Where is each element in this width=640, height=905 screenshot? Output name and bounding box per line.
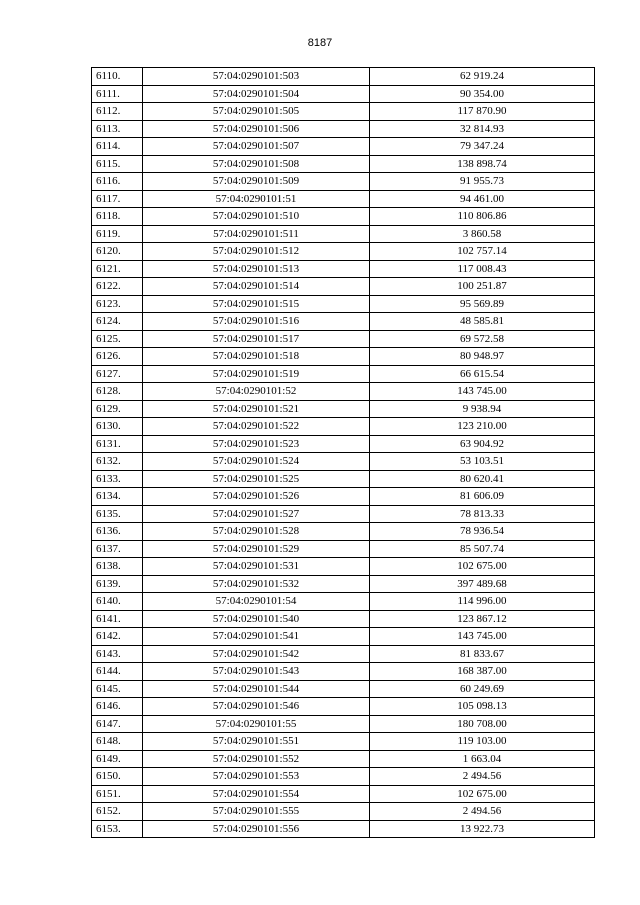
table-row [92,313,595,331]
value-cell: 53 103.51 [370,453,595,471]
value-cell: 94 461.00 [370,190,595,208]
row-number-cell: 6111. [92,85,143,103]
value-cell: 3 860.58 [370,225,595,243]
cadastral-number-cell: 57:04:0290101:525 [143,470,370,488]
cadastral-number-cell: 57:04:0290101:540 [143,610,370,628]
row-number-cell: 6138. [92,558,143,576]
cadastral-number-cell: 57:04:0290101:515 [143,295,370,313]
value-cell: 62 919.24 [370,68,595,86]
cadastral-number-cell: 57:04:0290101:546 [143,698,370,716]
value-cell: 180 708.00 [370,715,595,733]
cadastral-number-cell: 57:04:0290101:505 [143,103,370,121]
table-row [92,715,595,733]
table-row [92,418,595,436]
row-number-cell: 6149. [92,750,143,768]
row-number-cell: 6123. [92,295,143,313]
cadastral-number-cell: 57:04:0290101:519 [143,365,370,383]
cadastral-number-cell: 57:04:0290101:551 [143,733,370,751]
table-row [92,750,595,768]
cadastral-number-cell: 57:04:0290101:507 [143,138,370,156]
row-number-cell: 6127. [92,365,143,383]
table-row [92,505,595,523]
value-cell: 114 996.00 [370,593,595,611]
table-row [92,85,595,103]
table-body [92,68,595,838]
row-number-cell: 6119. [92,225,143,243]
table-row [92,575,595,593]
value-cell: 13 922.73 [370,820,595,838]
row-number-cell: 6132. [92,453,143,471]
table-row [92,120,595,138]
table-row [92,488,595,506]
value-cell: 110 806.86 [370,208,595,226]
value-cell: 2 494.56 [370,768,595,786]
row-number-cell: 6124. [92,313,143,331]
cadastral-number-cell: 57:04:0290101:527 [143,505,370,523]
cadastral-number-cell: 57:04:0290101:518 [143,348,370,366]
cadastral-number-cell: 57:04:0290101:523 [143,435,370,453]
cadastral-value-table [91,67,595,838]
table-row [92,330,595,348]
table-row [92,540,595,558]
row-number-cell: 6147. [92,715,143,733]
table-row [92,348,595,366]
row-number-cell: 6118. [92,208,143,226]
cadastral-number-cell: 57:04:0290101:506 [143,120,370,138]
value-cell: 123 867.12 [370,610,595,628]
row-number-cell: 6134. [92,488,143,506]
cadastral-number-cell: 57:04:0290101:513 [143,260,370,278]
cadastral-number-cell: 57:04:0290101:508 [143,155,370,173]
cadastral-number-cell: 57:04:0290101:522 [143,418,370,436]
value-cell: 102 675.00 [370,558,595,576]
table-row [92,190,595,208]
value-cell: 85 507.74 [370,540,595,558]
value-cell: 168 387.00 [370,663,595,681]
row-number-cell: 6142. [92,628,143,646]
cadastral-number-cell: 57:04:0290101:524 [143,453,370,471]
page-number: 8187 [307,37,333,49]
row-number-cell: 6129. [92,400,143,418]
table-row [92,295,595,313]
value-cell: 2 494.56 [370,803,595,821]
row-number-cell: 6136. [92,523,143,541]
value-cell: 119 103.00 [370,733,595,751]
cadastral-number-cell: 57:04:0290101:526 [143,488,370,506]
value-cell: 1 663.04 [370,750,595,768]
table-row [92,698,595,716]
value-cell: 90 354.00 [370,85,595,103]
table-row [92,628,595,646]
row-number-cell: 6113. [92,120,143,138]
value-cell: 69 572.58 [370,330,595,348]
row-number-cell: 6148. [92,733,143,751]
row-number-cell: 6128. [92,383,143,401]
cadastral-number-cell: 57:04:0290101:517 [143,330,370,348]
value-cell: 32 814.93 [370,120,595,138]
table-row [92,68,595,86]
cadastral-number-cell: 57:04:0290101:529 [143,540,370,558]
cadastral-number-cell: 57:04:0290101:521 [143,400,370,418]
cadastral-number-cell: 57:04:0290101:511 [143,225,370,243]
cadastral-number-cell: 57:04:0290101:543 [143,663,370,681]
row-number-cell: 6151. [92,785,143,803]
row-number-cell: 6139. [92,575,143,593]
row-number-cell: 6116. [92,173,143,191]
row-number-cell: 6133. [92,470,143,488]
row-number-cell: 6141. [92,610,143,628]
table-row [92,400,595,418]
value-cell: 105 098.13 [370,698,595,716]
table-row [92,260,595,278]
value-cell: 143 745.00 [370,628,595,646]
table-row [92,803,595,821]
cadastral-number-cell: 57:04:0290101:554 [143,785,370,803]
table-row [92,645,595,663]
cadastral-number-cell: 57:04:0290101:553 [143,768,370,786]
value-cell: 9 938.94 [370,400,595,418]
row-number-cell: 6145. [92,680,143,698]
value-cell: 80 620.41 [370,470,595,488]
value-cell: 138 898.74 [370,155,595,173]
row-number-cell: 6115. [92,155,143,173]
value-cell: 63 904.92 [370,435,595,453]
table-row [92,733,595,751]
row-number-cell: 6114. [92,138,143,156]
table-row [92,523,595,541]
table-row [92,173,595,191]
row-number-cell: 6120. [92,243,143,261]
row-number-cell: 6144. [92,663,143,681]
row-number-cell: 6126. [92,348,143,366]
row-number-cell: 6110. [92,68,143,86]
row-number-cell: 6135. [92,505,143,523]
value-cell: 143 745.00 [370,383,595,401]
value-cell: 95 569.89 [370,295,595,313]
cadastral-number-cell: 57:04:0290101:52 [143,383,370,401]
value-cell: 48 585.81 [370,313,595,331]
table-row [92,208,595,226]
value-cell: 79 347.24 [370,138,595,156]
value-cell: 80 948.97 [370,348,595,366]
value-cell: 78 813.33 [370,505,595,523]
cadastral-number-cell: 57:04:0290101:514 [143,278,370,296]
cadastral-number-cell: 57:04:0290101:531 [143,558,370,576]
table-row [92,383,595,401]
row-number-cell: 6140. [92,593,143,611]
cadastral-number-cell: 57:04:0290101:512 [143,243,370,261]
row-number-cell: 6152. [92,803,143,821]
table-row [92,470,595,488]
cadastral-number-cell: 57:04:0290101:55 [143,715,370,733]
table-row [92,610,595,628]
row-number-cell: 6125. [92,330,143,348]
table-row [92,820,595,838]
cadastral-number-cell: 57:04:0290101:503 [143,68,370,86]
row-number-cell: 6121. [92,260,143,278]
row-number-cell: 6122. [92,278,143,296]
cadastral-number-cell: 57:04:0290101:509 [143,173,370,191]
value-cell: 397 489.68 [370,575,595,593]
table-row [92,680,595,698]
table-row [92,155,595,173]
table-row [92,435,595,453]
cadastral-number-cell: 57:04:0290101:54 [143,593,370,611]
value-cell: 117 008.43 [370,260,595,278]
table-row [92,278,595,296]
value-cell: 78 936.54 [370,523,595,541]
table-row [92,138,595,156]
row-number-cell: 6137. [92,540,143,558]
cadastral-number-cell: 57:04:0290101:552 [143,750,370,768]
value-cell: 117 870.90 [370,103,595,121]
cadastral-number-cell: 57:04:0290101:510 [143,208,370,226]
value-cell: 102 675.00 [370,785,595,803]
row-number-cell: 6112. [92,103,143,121]
cadastral-number-cell: 57:04:0290101:532 [143,575,370,593]
table-row [92,103,595,121]
row-number-cell: 6117. [92,190,143,208]
table-row [92,243,595,261]
cadastral-number-cell: 57:04:0290101:542 [143,645,370,663]
row-number-cell: 6131. [92,435,143,453]
cadastral-number-cell: 57:04:0290101:555 [143,803,370,821]
value-cell: 66 615.54 [370,365,595,383]
row-number-cell: 6143. [92,645,143,663]
value-cell: 102 757.14 [370,243,595,261]
cadastral-number-cell: 57:04:0290101:556 [143,820,370,838]
table-row [92,453,595,471]
value-cell: 81 606.09 [370,488,595,506]
value-cell: 123 210.00 [370,418,595,436]
cadastral-number-cell: 57:04:0290101:504 [143,85,370,103]
row-number-cell: 6153. [92,820,143,838]
cadastral-number-cell: 57:04:0290101:51 [143,190,370,208]
table-row [92,558,595,576]
table-row [92,785,595,803]
value-cell: 81 833.67 [370,645,595,663]
table-row [92,593,595,611]
cadastral-number-cell: 57:04:0290101:516 [143,313,370,331]
row-number-cell: 6146. [92,698,143,716]
table-row [92,365,595,383]
value-cell: 100 251.87 [370,278,595,296]
table-row [92,768,595,786]
cadastral-number-cell: 57:04:0290101:544 [143,680,370,698]
row-number-cell: 6150. [92,768,143,786]
table-row [92,663,595,681]
cadastral-number-cell: 57:04:0290101:528 [143,523,370,541]
row-number-cell: 6130. [92,418,143,436]
cadastral-number-cell: 57:04:0290101:541 [143,628,370,646]
table-row [92,225,595,243]
value-cell: 60 249.69 [370,680,595,698]
value-cell: 91 955.73 [370,173,595,191]
